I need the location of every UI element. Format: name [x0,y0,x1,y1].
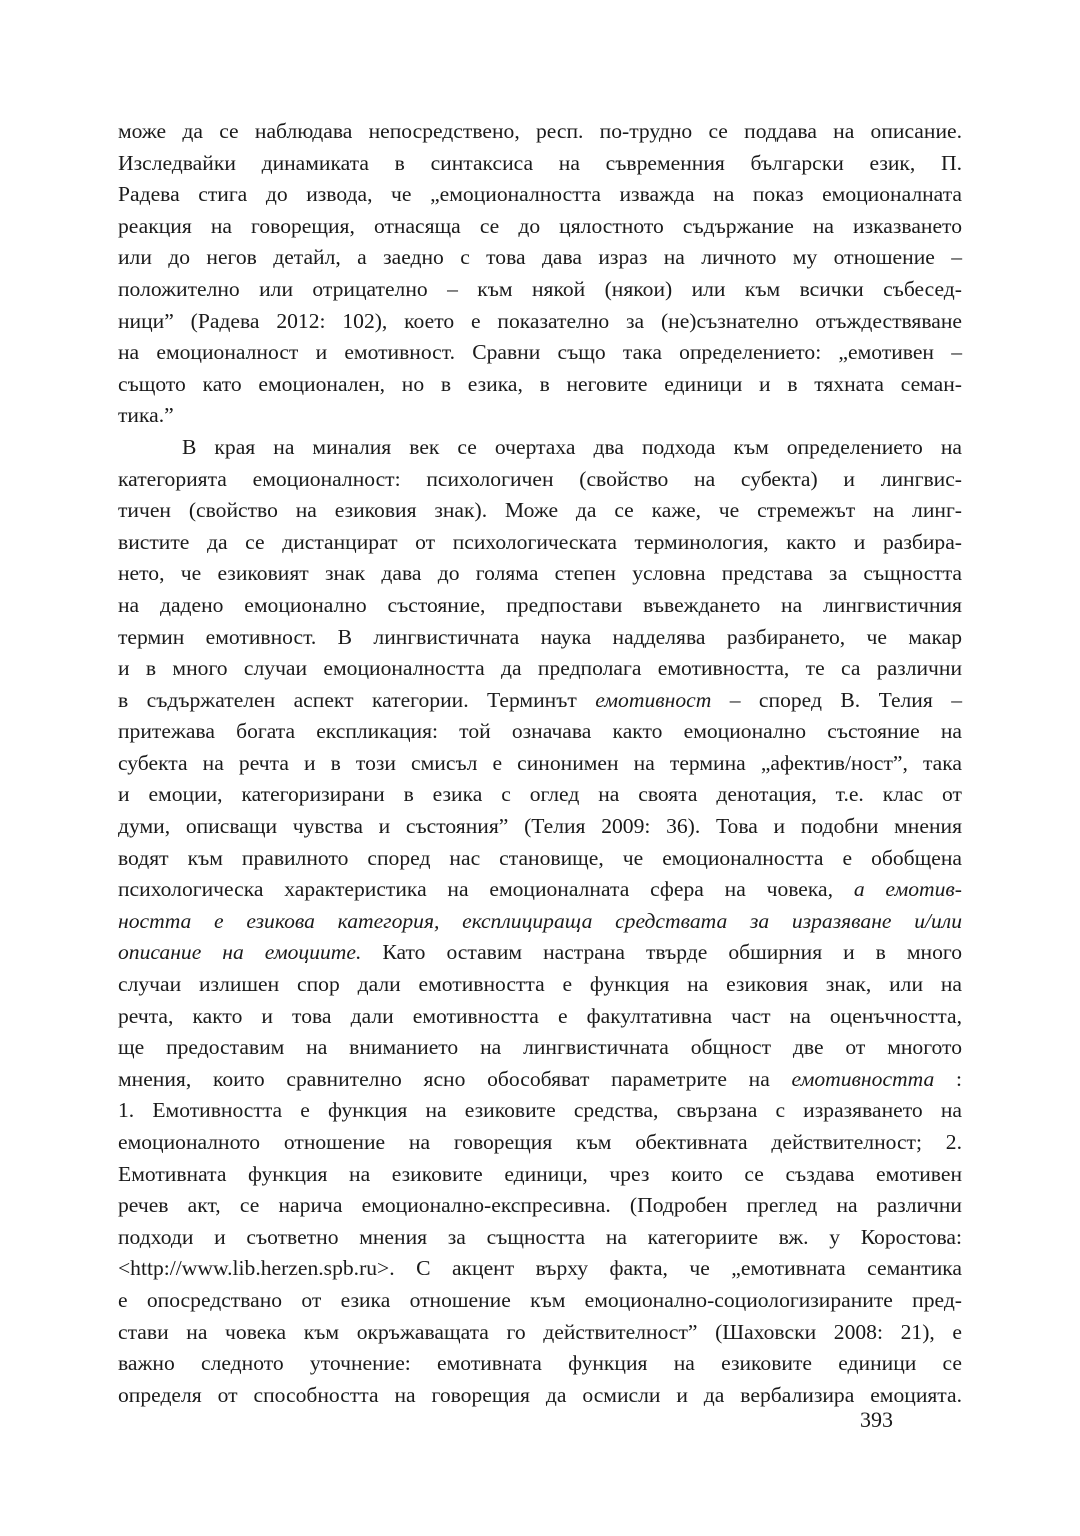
italic-term: емотивност [595,687,712,712]
text-line [118,937,962,969]
text-line: важно следното уточнение: емотивната функция на езиковите единици се [118,1351,962,1376]
text-line: положително или отрицателно – към някой (някои) или към всички събесед- [118,276,962,301]
text-line: може да се наблюдава непосредствено, респ. по-трудно се поддава на описание. [118,119,962,143]
italic-phrase: , а емотив- [827,877,962,902]
text-line: речта, както и това дали емотивността е факултативна част на оценъчността, [118,1003,962,1028]
page-body [118,116,962,1411]
text-run: – според В. Телия – [711,687,962,712]
text-line [118,1064,962,1096]
text-line: вистите да се дистанцират от психологическата терминология, както и разбира- [118,529,962,554]
paragraph-1 [118,116,962,432]
text-line: ще предоставим на вниманието на лингвистичната общност две от многото [118,1035,962,1060]
text-line: Емотивната функция на езиковите единици, чрез които се създава емотивен [118,1161,962,1186]
page-number: 393 [860,1407,893,1432]
text-line: същото като емоционален, но в езика, в неговите единици и в тяхната семан- [118,371,962,396]
text-line: Изследвайки динамиката в синтаксиса на съвременния български език, П. [118,150,962,175]
text-run: в съдържателен аспект категории. Терминът [118,687,596,712]
text-line [118,874,962,906]
text-line: субекта на речта и в този смисъл е синонимен на термина „афектив/ност”, така [118,750,962,775]
text-line: нето, че езиковият знак дава до голяма степен условна представа за същността [118,561,962,586]
italic-phrase: описание на емоциите. [118,940,362,965]
text-line: емоционалното отношение на говорещия към обективната действителност; 2. [118,1130,962,1154]
text-line [118,685,962,717]
text-line: определя от способността на говорещия да осмисли и да вербализира емоцията. [118,1382,962,1407]
text-line: подходи и съответно мнения за същността на категориите вж. у Коростова: [118,1224,962,1249]
text-line: стави на човека към окръжаващата го действителност” (Шаховски 2008: 21), е [118,1319,962,1344]
text-run: мнения, които сравнително ясно обособяват параметрите на [118,1066,792,1091]
text-line: думи, описващи чувства и състояния” (Телия 2009: 36). Това и подобни мнения [118,814,962,839]
text-line: Радева стига до извода, че „емоционалността изважда на показ емоционалната [118,182,962,207]
text-run: психологическа характеристика на емоционалната сфера на човека [118,877,828,902]
italic-line: ността е езикова категория, експлицираща средствата за изразяване и/или [118,908,962,933]
text-line: и в много случаи емоционалността да предполага емотивността, те са различни [118,656,962,681]
text-run: Като оставим настрана твърде обширния и в много [361,940,962,965]
text-line: В края на миналия век се очертаха два подхода към определението на [182,434,962,459]
text-line: и емоции, категоризирани в езика с оглед на своята денотация, т.е. клас от [118,782,962,807]
text-line: е опосредствано от езика отношение към емоционално-социологизираните пред- [118,1287,962,1312]
text-line: притежава богата експликация: той означава както емоционално състояние на [118,719,962,744]
text-line: тика.” [118,403,174,428]
text-line: на дадено емоционално състояние, предпостави въвеждането на лингвистичния [118,592,962,617]
text-line: термин емотивност. В лингвистичната наука надделява разбирането, че макар [118,624,962,649]
text-line: на емоционалност и емотивност. Сравни също така определението: „емотивен – [118,340,962,365]
text-line: категорията емоционалност: психологичен (свойство на субекта) и лингвис- [118,466,962,491]
text-line: <http://www.lib.herzen.spb.ru>. С акцент върху факта, че „емотивната семантика [118,1256,962,1281]
text-line: тичен (свойство на езиковия знак). Може да се каже, че стремежът на линг- [118,498,962,523]
text-line: речев акт, се нарича емоционално-експресивна. (Подробен преглед на различни [118,1193,962,1218]
text-line: водят към правилното според нас становище, че емоционалността е обобщена [118,845,962,870]
paragraph-2 [118,432,962,1411]
text-line: или до негов детайл, а заедно с това дава израз на личното му отношение – [118,245,962,270]
text-line: случаи излишен спор дали емотивността е функция на езиковия знак, или на [118,972,962,997]
text-line: 1. Емотивността е функция на езиковите средства, свързана с изразяването на [118,1098,962,1123]
italic-term: емотивността [791,1066,935,1091]
text-line: ници” (Радева 2012: 102), което е показателно за (не)съзнателно отъждествяване [118,308,962,333]
text-run: : [934,1066,963,1091]
text-line: реакция на говорещия, отнасяща се до цялостното съдържание на изказването [118,213,962,238]
